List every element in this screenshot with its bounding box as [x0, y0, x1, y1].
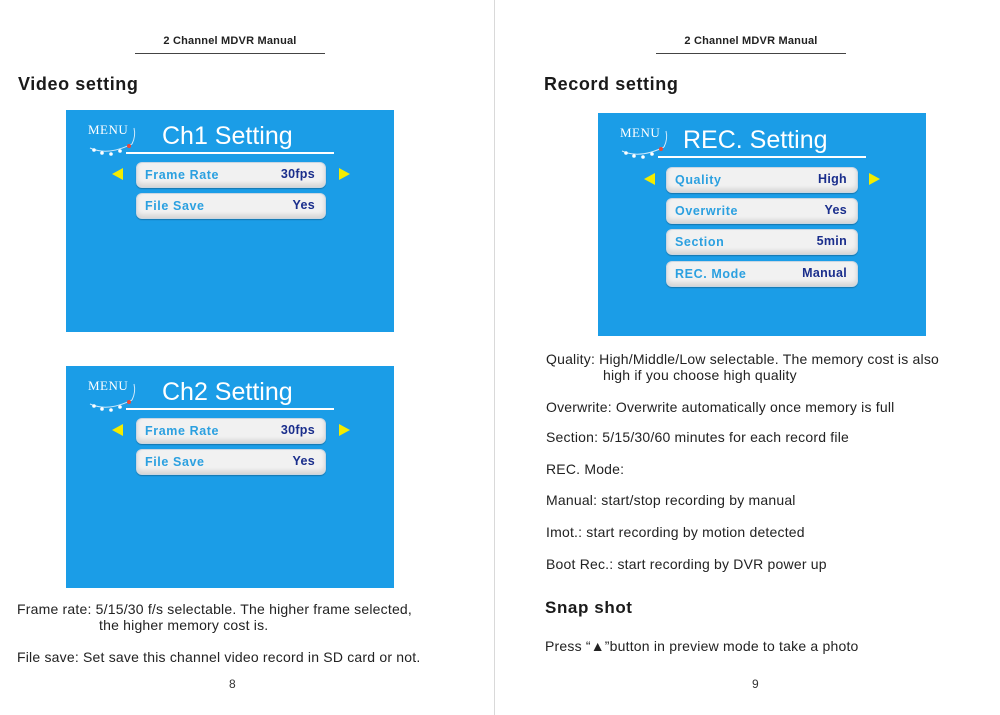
quality-description: Quality: High/Middle/Low selectable. The memory cost is also [546, 351, 940, 367]
page-number: 9 [752, 677, 759, 691]
page-number: 8 [229, 677, 236, 691]
option-label: Overwrite [675, 204, 739, 218]
ch2-setting-screen [66, 366, 394, 588]
option-value: Yes [824, 203, 847, 217]
option-file-save[interactable] [136, 193, 326, 219]
menu-beads-icon [88, 378, 168, 418]
frame-rate-description-cont: the higher memory cost is. [99, 617, 269, 633]
option-value: 5min [816, 234, 847, 248]
arrow-right-icon[interactable] [869, 173, 880, 185]
overwrite-description: Overwrite: Overwrite automatically once memory is full [546, 399, 895, 415]
arrow-left-icon[interactable] [112, 424, 123, 436]
option-value: Yes [292, 454, 315, 468]
option-label: Frame Rate [145, 424, 220, 438]
page-divider [494, 0, 495, 715]
imot-description: Imot.: start recording by motion detected [546, 524, 805, 540]
menu-label: MENU [620, 125, 661, 140]
option-frame-rate[interactable] [136, 418, 326, 444]
frame-rate-description: Frame rate: 5/15/30 f/s selectable. The higher frame selected, [17, 601, 413, 617]
menu-label: MENU [88, 378, 129, 393]
option-value: 30fps [280, 423, 315, 437]
section-title: Video setting [18, 74, 139, 94]
ch1-setting-screen [66, 110, 394, 332]
arrow-right-icon[interactable] [339, 168, 350, 180]
option-quality[interactable] [666, 167, 858, 193]
option-section[interactable] [666, 229, 858, 255]
title-rule [658, 156, 866, 158]
option-value: Manual [802, 266, 847, 280]
section-title: Record setting [544, 74, 679, 94]
section-description: Section: 5/15/30/60 minutes for each record file [546, 429, 849, 445]
header-rule [656, 53, 846, 54]
option-label: Section [675, 235, 725, 249]
quality-description-cont: high if you choose high quality [603, 367, 797, 383]
page-header: 2 Channel MDVR Manual [163, 35, 297, 47]
snap-shot-description: Press “▲”button in preview mode to take a photo [545, 638, 859, 654]
arrow-left-icon[interactable] [112, 168, 123, 180]
manual-description: Manual: start/stop recording by manual [546, 492, 796, 508]
rec-setting-screen [598, 113, 926, 336]
right-page [496, 0, 1000, 715]
title-rule [126, 408, 334, 410]
option-value: High [818, 172, 847, 186]
page-header: 2 Channel MDVR Manual [684, 35, 818, 47]
header-rule [135, 53, 325, 54]
option-label: File Save [145, 455, 205, 469]
menu-label: MENU [88, 122, 129, 137]
option-value: Yes [292, 198, 315, 212]
boot-rec-description: Boot Rec.: start recording by DVR power up [546, 556, 827, 572]
arrow-left-icon[interactable] [644, 173, 655, 185]
screen-title: Ch1 Setting [162, 122, 293, 150]
title-rule [126, 152, 334, 154]
snap-shot-title: Snap shot [545, 598, 633, 617]
screen-title: REC. Setting [683, 126, 828, 154]
option-overwrite[interactable] [666, 198, 858, 224]
menu-logo-icon [88, 122, 168, 162]
menu-beads-icon [88, 122, 168, 162]
option-file-save[interactable] [136, 449, 326, 475]
rec-mode-description: REC. Mode: [546, 461, 625, 477]
file-save-description: File save: Set save this channel video record in SD card or not. [17, 649, 421, 665]
menu-logo-icon [88, 378, 168, 418]
screen-title: Ch2 Setting [162, 378, 293, 406]
option-rec-mode[interactable] [666, 261, 858, 287]
option-frame-rate[interactable] [136, 162, 326, 188]
option-label: Quality [675, 173, 722, 187]
option-label: Frame Rate [145, 168, 220, 182]
left-page [0, 0, 494, 715]
arrow-right-icon[interactable] [339, 424, 350, 436]
option-value: 30fps [280, 167, 315, 181]
option-label: REC. Mode [675, 267, 747, 281]
option-label: File Save [145, 199, 205, 213]
